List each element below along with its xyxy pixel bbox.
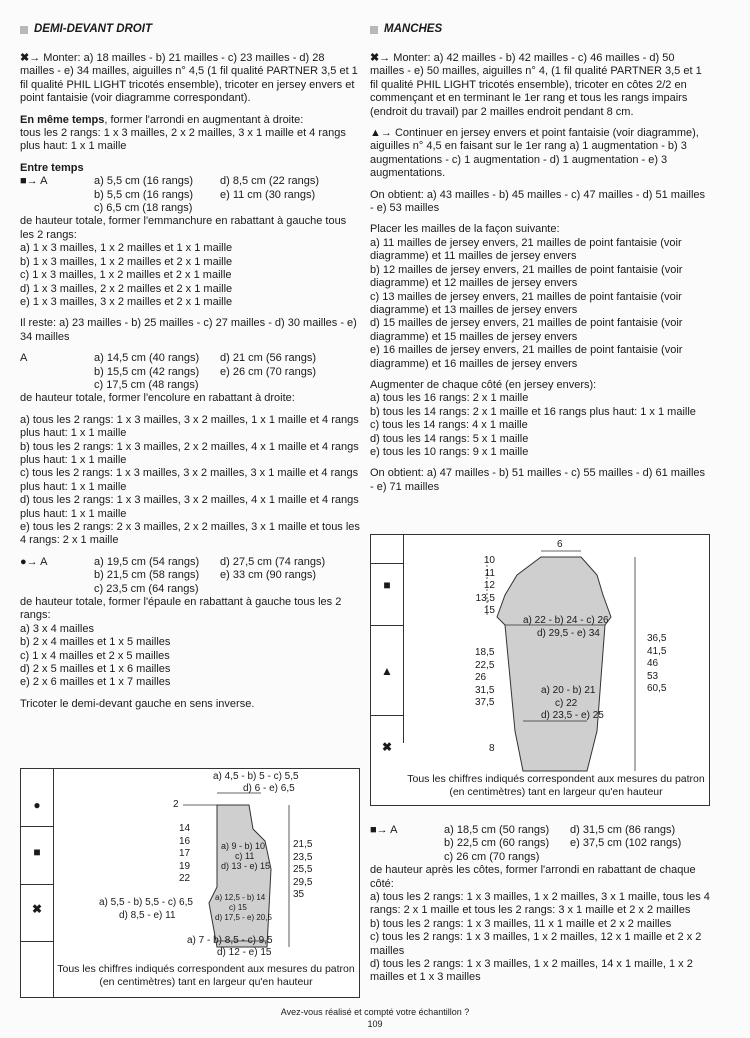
dim-top1: a) 4,5 - b) 5 - c) 5,5 [213,771,299,782]
dim-six: 6 [557,539,563,550]
dim-side2: d) 8,5 - e) 11 [119,910,176,921]
cross-icon: ✖ [381,740,393,754]
gray-square-icon [370,26,378,34]
cross-arrow-icon: ✖→ [370,52,394,64]
il-reste-paragraph: Il reste: a) 23 mailles - b) 25 mailles - c) 27 mailles - d) 30 mailles - e) 34 mailles [20,317,357,343]
dot-icon: ● [33,798,41,812]
a-sizes: A a) 14,5 cm (40 rangs) d) 21 cm (56 rangs) b) 15,5 cm (42 rangs) e) 26 cm (70 rangs) c) 17,5 cm (48 rangs) [20,352,316,391]
sleeve-schematic-diagram [370,534,710,806]
dim-left-mid: 18,5 22,5 26 31,5 37,5 [475,647,495,708]
encolure-list: a) tous les 2 rangs: 1 x 3 mailles, 3 x 2 mailles, 1 x 1 maille et 4 rangs plus haut: 1 x 1 maille b) tous les 2 rangs: 1 x 3 mailles, 2 x 2 mailles, 4 x 1 maille et 4 rangs plus haut: 1 x 1 maille c) tous les 2 rangs: 1 x 3 mailles, 3 x 2 mailles, 3 x 1 maille et 4 rangs plus haut: 1 x 1 maille d) tous les 2 rangs: 1 x 3 mailles, 3 x 2 mailles, 4 x 1 maille et 4 rangs plus haut: 1 x 1 maille e) tous les 2 rangs: 2 x 3 mailles, 2 x 2 mailles, 3 x 1 maille et tous les 4 rangs: 2 x 1 maille [20,413,360,547]
section-title-demi-devant: DEMI-DEVANT DROIT [20,23,152,36]
dim-inner-top: a) 9 - b) 10 c) 11 d) 13 - e) 15 [221,841,271,871]
square-icon: ■ [33,845,41,859]
manches-monter: ✖→ Monter: a) 42 mailles - b) 42 mailles - c) 46 mailles - d) 50 mailles - e) 50 mailles, aiguilles n° 4, (1 fil qualité PARTNER 3,5 et 1 fil qualité PHIL LIGHT tricotés ensemble), tricoter en côtes 2/2 en commençant et en terminant le 1er rang et tous les rangs impairs (endroit du travail) par 2 mailles endroit pendant 8 cm. [370,52,702,118]
triangle-icon: ▲ [381,664,393,678]
encolure-paragraph: de hauteur totale, former l'encolure en rabattant à droite: [20,392,295,405]
dim-inner-low: a) 20 - b) 21 c) 22 d) 23,5 - e) 25 [541,685,604,721]
obtient2-paragraph: On obtient: a) 47 mailles - b) 51 mailles - c) 55 mailles - d) 61 mailles - e) 71 mailles [370,467,706,493]
inverse-paragraph: Tricoter le demi-devant gauche en sens inverse. [20,697,255,710]
placer-list: a) 11 mailles de jersey envers, 21 mailles de point fantaisie (voir diagramme) et 11 mailles de jersey envers b) 12 mailles de jersey envers, 21 mailles de point fantaisie (voir diagramme) et 12 mailles de jersey envers c) 13 mailles de jersey envers, 21 mailles de point fantaisie (voir diagramme) et 13 mailles de jersey envers d) 15 mailles de jersey envers, 21 mailles de point fantaisie (voir diagramme) et 15 mailles de jersey envers e) 16 mailles de jersey envers, 21 mailles de point fantaisie (voir diagramme) et 16 mailles de jersey envers [370,236,683,370]
section-title-manches: MANCHES [370,23,442,36]
continuer-paragraph: ▲→ Continuer en jersey envers et point fantaisie (voir diagramme), aiguilles n° 4,5 en faisant sur le 1er rang a) 1 augmentation - b) 3 augmentations - c) 1 augmentation - d) 1 augmentation - e) 3 augmentations. [370,127,699,180]
sleeve-sizes: ■→ A a) 18,5 cm (50 rangs) d) 31,5 cm (86 rangs) b) 22,5 cm (60 rangs) e) 37,5 cm (102 rangs) c) 26 cm (70 rangs) [370,824,682,863]
cross-icon: ✖ [31,902,43,916]
dim-top2: d) 6 - e) 6,5 [243,783,295,794]
right-column-bottom [370,824,710,985]
meme-temps-paragraph: En même temps, former l'arrondi en augmentant à droite: tous les 2 rangs: 1 x 3 mailles, 2 x 2 mailles, 3 x 1 maille et 4 rangs plus haut: 1 x 1 maille [20,113,346,153]
placer-paragraph: Placer les mailles de la façon suivante: [370,223,560,236]
augmenter-list: a) tous les 16 rangs: 2 x 1 maille b) tous les 14 rangs: 2 x 1 maille et 16 rangs plus haut: 1 x 1 maille c) tous les 14 rangs: 4 x 1 maille d) tous les 14 rangs: 5 x 1 maille e) tous les 10 rangs: 9 x 1 maille [370,392,696,458]
dim-left-top: 10 11 12 13,5 15 [475,555,495,616]
page-number: 109 [367,1019,383,1029]
square-icon: ■ [383,578,391,592]
dim-inner-top: a) 22 - b) 24 - c) 26 d) 29,5 - e) 34 [523,615,609,639]
dim-two: 2 [173,799,179,810]
augmenter-paragraph: Augmenter de chaque côté (en jersey envers): [370,378,597,391]
arrondi-paragraph: de hauteur après les côtes, former l'arrondi en rabattant de chaque côté: [370,864,696,890]
dim-bot2: d) 12 - e) 15 [217,947,272,958]
diagram-note: Tous les chiffres indiqués correspondent aux mesures du patron (en centimètres) tant en largeur qu'en hauteur [57,963,355,988]
dot-sizes: ●→ A a) 19,5 cm (54 rangs) d) 27,5 cm (74 rangs) b) 21,5 cm (58 rangs) e) 33 cm (90 rangs) c) 23,5 cm (64 rangs) [20,555,326,595]
right-column-text [370,52,710,494]
monter-paragraph: ✖→ Monter: a) 18 mailles - b) 21 mailles - c) 23 mailles - d) 28 mailles - e) 34 mailles, aiguilles n° 4,5 (1 fil qualité PARTNER 3,5 et 1 fil qualité PHIL LIGHT tricotés ensemble), tricoter en jersey envers et point fantaisie (voir diagramme correspondant). [20,52,358,105]
gray-square-icon [20,26,28,34]
dim-inner-low: a) 12,5 - b) 14 c) 15 d) 17,5 - e) 20,5 [215,893,272,922]
dim-right-list: 21,5 23,5 25,5 29,5 35 [293,839,313,900]
dim-bot1: a) 7 - b) 8,5 - c) 9,5 [187,935,273,946]
epaule-paragraph: de hauteur totale, former l'épaule en rabattant à gauche tous les 2 rangs: [20,596,342,622]
dim-right-mid: 36,5 41,5 46 53 60,5 [647,633,667,694]
cross-arrow-icon: ✖→ [20,52,44,64]
emmanchure-list: a) 1 x 3 mailles, 1 x 2 mailles et 1 x 1 maille b) 1 x 3 mailles, 1 x 2 mailles et 2 x 1 maille c) 1 x 3 mailles, 1 x 2 mailles et 2 x 1 maille d) 1 x 3 mailles, 2 x 2 mailles et 2 x 1 maille e) 1 x 3 mailles, 3 x 2 mailles et 2 x 1 maille [20,242,233,308]
entre-temps-title: Entre temps [20,161,84,174]
footer-question: Avez-vous réalisé et compté votre échantillon ? [280,1007,470,1017]
left-column-text [20,52,360,711]
front-schematic-diagram [20,768,360,998]
dim-eight: 8 [489,743,495,754]
entre-temps-sizes: ■→ A a) 5,5 cm (16 rangs) d) 8,5 cm (22 rangs) b) 5,5 cm (16 rangs) e) 11 cm (30 rangs) c) 6,5 cm (18 rangs) [20,175,320,215]
emmanchure-paragraph: de hauteur totale, former l'emmanchure en rabattant à gauche tous les 2 rangs: [20,215,347,241]
dim-left-list: 14 16 17 19 22 [179,823,191,884]
dim-side1: a) 5,5 - b) 5,5 - c) 6,5 [99,897,193,908]
arrondi-list: a) tous les 2 rangs: 1 x 3 mailles, 1 x 2 mailles, 3 x 1 maille, tous les 4 rangs: 2 x 1 maille et tous les 2 rangs: 3 x 1 maille et 2 x 2 mailles b) tous les 2 rangs: 1 x 3 mailles, 11 x 1 maille et 2 x 2 mailles c) tous les 2 rangs: 1 x 3 mailles, 1 x 2 mailles, 12 x 1 maille et 2 x 2 mailles d) tous les 2 rangs: 1 x 3 mailles, 1 x 2 mailles, 14 x 1 maille, 1 x 2 mailles et 1 x 3 mailles [370,891,710,984]
diagram-note: Tous les chiffres indiqués correspondent aux mesures du patron (en centimètres) tant en largeur qu'en hauteur [407,773,705,798]
triangle-arrow-icon: ▲→ [370,127,395,140]
obtient1-paragraph: On obtient: a) 43 mailles - b) 45 mailles - c) 47 mailles - d) 51 mailles - e) 53 mailles [370,188,706,215]
epaule-list: a) 3 x 4 mailles b) 2 x 4 mailles et 1 x 5 mailles c) 1 x 4 mailles et 2 x 5 mailles d) 2 x 5 mailles et 1 x 6 mailles e) 2 x 6 mailles et 1 x 7 mailles [20,622,171,689]
